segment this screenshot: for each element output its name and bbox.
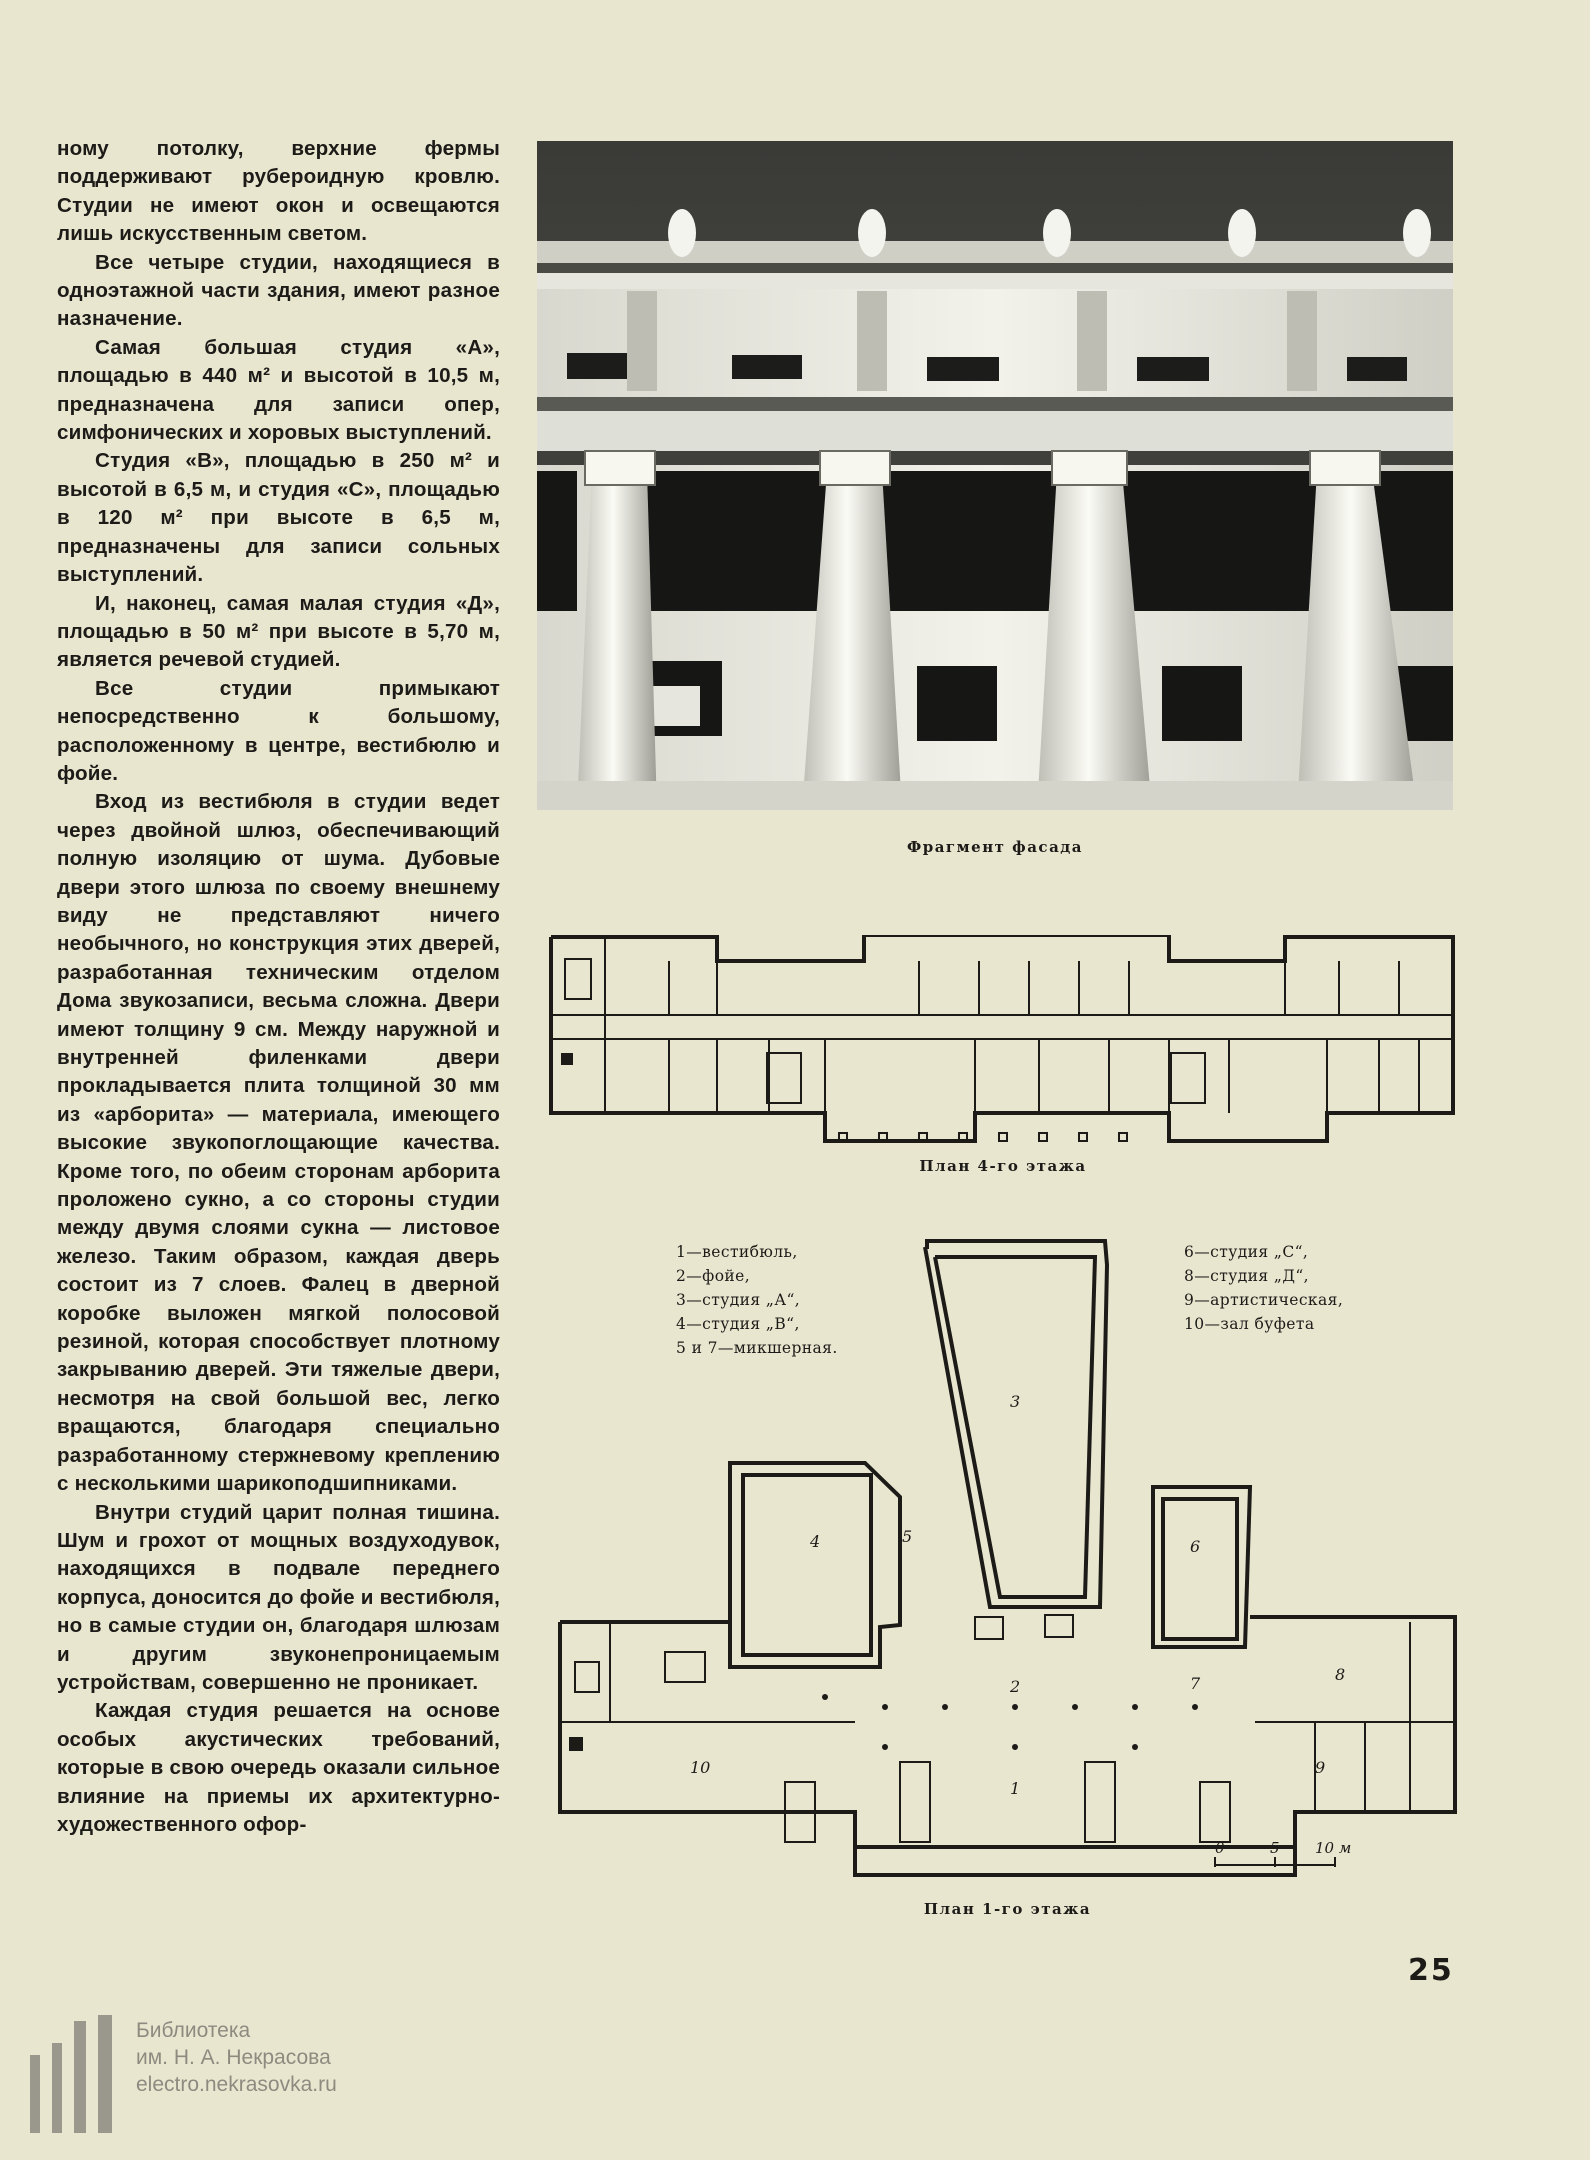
plan1-caption: План 1-го этажа bbox=[923, 1900, 1092, 1918]
legend-item-10: 10—зал буфета bbox=[1184, 1315, 1315, 1333]
paragraph-7: Вход из вестибюля в студии ведет через двойной шлюз, обеспечивающий полную изоляцию от шума. Дубовые двери этого шлюза по своему внешнему виду не представляют ничего необычного, но конструкция этих дверей, разработанная техническим отделом Дома звукозаписи, весьма сложна. Двери имеют толщину 9 см. Между наружной и внутренней филенками двери прокладывается плита толщиной 30 мм из «арборита» — материала, имеющего высокие звукопоглощающие качества. Кроме того, по обеим сторонам арборита проложено сукно, а со стороны студии между двумя слоями сукна — листовое железо. Таким образом, каждая дверь состоит из 7 слоев. Фалец в дверной коробке выложен мягкой полосовой резиной, которая способствует плотному закрыванию дверей. Эти тяжелые двери, несмотря на свой большой вес, легко вращаются, благодаря специально разработанному стержневому креплению с несколькими шарикоподшипниками. bbox=[57, 790, 500, 1496]
legend-item-4: 4—студия „В“, bbox=[676, 1315, 800, 1333]
paragraph-8: Внутри студий царит полная тишина. Шум и грохот от мощных воздуходувок, находящихся в подвале переднего корпуса, доносится до фойе и вестибюля, но в самые студии он, благодаря шлюзам и другим звуконепроницаемым устройствам, совершенно не проникает. bbox=[57, 1500, 500, 1694]
article-text-column bbox=[57, 135, 500, 1839]
legend-item-1: 1—вестибюль, bbox=[676, 1243, 798, 1261]
room-label-8: 8 bbox=[1335, 1665, 1346, 1684]
room-label-7: 7 bbox=[1190, 1674, 1201, 1693]
plan4-caption: План 4-го этажа bbox=[919, 1157, 1087, 1175]
room-label-2: 2 bbox=[1010, 1677, 1021, 1696]
room-label-1: 1 bbox=[1010, 1779, 1021, 1798]
facade-caption: Фрагмент фасада bbox=[906, 838, 1083, 856]
library-line-1: Библиотека bbox=[136, 2019, 251, 2042]
paragraph-1: ному потолку, верхние фермы поддерживают рубероидную кровлю. Студии не имеют окон и освещаются лишь искусственным светом. bbox=[57, 137, 500, 246]
scale-label-10: 10 м bbox=[1315, 1839, 1352, 1857]
paragraph-5: И, наконец, самая малая студия «Д», площадью в 50 м² при высоте в 5,70 м, является речевой студией. bbox=[57, 591, 500, 672]
legend-item-2: 2—фойе, bbox=[676, 1267, 751, 1285]
library-line-2: им. Н. А. Некрасова bbox=[136, 2046, 331, 2069]
room-label-10: 10 bbox=[690, 1758, 711, 1777]
paragraph-2: Все четыре студии, находящиеся в одноэтажной части здания, имеют разное назначение. bbox=[57, 250, 500, 331]
library-line-3: electro.nekrasovka.ru bbox=[136, 2073, 337, 2096]
paragraph-3: Самая большая студия «А», площадью в 440 м² и высотой в 10,5 м, предназначена для записи опер, симфонических и хоровых выступлений. bbox=[57, 335, 500, 445]
paragraph-4: Студия «В», площадью в 250 м² и высотой в 6,5 м, и студия «С», площадью в 120 м² при высоте в 6,5 м, предназначены для записи сольных выступлений. bbox=[57, 449, 500, 587]
scale-label-0: 0 bbox=[1215, 1839, 1225, 1857]
room-label-9: 9 bbox=[1315, 1758, 1326, 1777]
facade-photo-illustration bbox=[537, 141, 1453, 810]
paragraph-6: Все студии примыкают непосредственно к большому, расположенному в центре, вестибюлю и фойе. bbox=[57, 676, 500, 785]
legend-item-5: 5 и 7—микшерная. bbox=[676, 1339, 838, 1357]
library-caption bbox=[136, 2017, 337, 2098]
legend-item-9: 9—артистическая, bbox=[1184, 1291, 1344, 1309]
legend-item-8: 8—студия „Д“, bbox=[1184, 1267, 1309, 1285]
room-label-4: 4 bbox=[810, 1532, 821, 1551]
plan-1st-floor bbox=[555, 1237, 1460, 1883]
room-label-3: 3 bbox=[1010, 1392, 1021, 1411]
legend-item-6: 6—студия „С“, bbox=[1184, 1243, 1309, 1261]
paragraph-9: Каждая студия решается на основе особых акустических требований, которые в свою очередь оказали сильное влияние на приемы их архитектурно-художественного офор- bbox=[57, 1699, 500, 1836]
legend-item-3: 3—студия „А“, bbox=[676, 1291, 801, 1309]
plan-4th-floor bbox=[549, 935, 1457, 1150]
scale-label-5: 5 bbox=[1270, 1839, 1280, 1857]
page-number: 25 bbox=[1408, 1953, 1454, 1988]
room-label-6: 6 bbox=[1190, 1537, 1201, 1556]
library-logo-icon bbox=[30, 2015, 120, 2135]
room-label-5: 5 bbox=[902, 1527, 913, 1546]
facade-photo bbox=[537, 141, 1453, 810]
